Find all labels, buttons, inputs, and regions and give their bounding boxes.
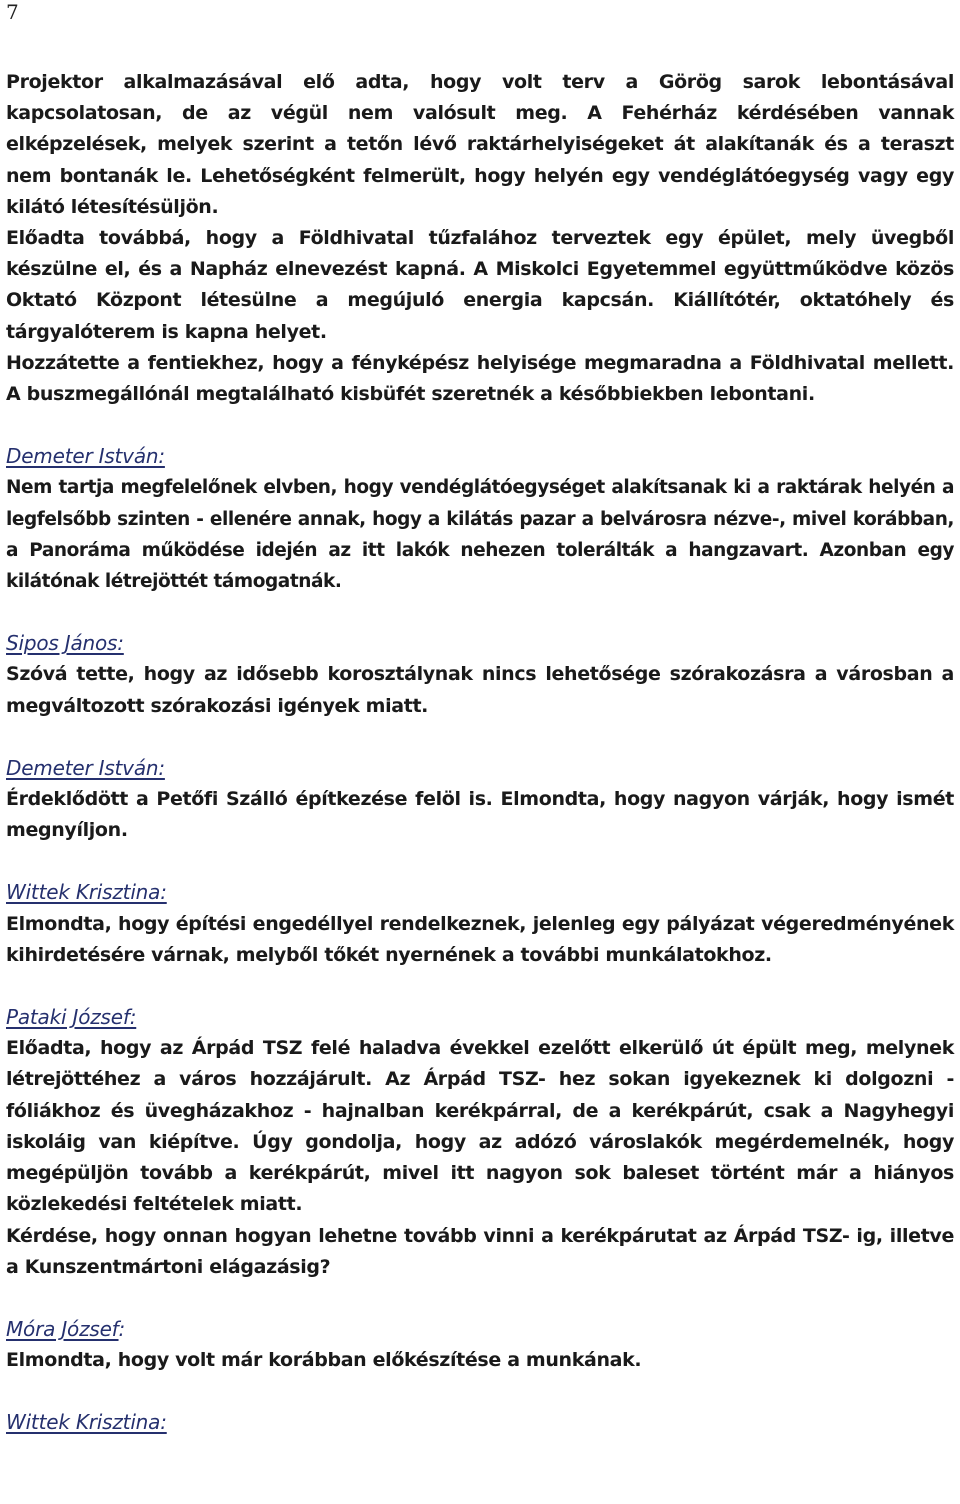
paragraph-demeter-1: Nem tartja megfelelőnek elvben, hogy vendéglátóegységet alakítsanak ki a raktárak helyén a legfelsőbb szinten - ellenére annak, hogy a kilátás pazar a belvárosra nézve-, mivel korábban, a Panoráma működése idején az itt lakók nehezen tolerálták a hangzavart. Azonban egy kilátónak létrejöttét támogatnák. xyxy=(6,477,954,593)
speaker-name-demeter-2: Demeter István: xyxy=(6,755,165,780)
spacer xyxy=(6,1376,954,1407)
spacer xyxy=(6,722,954,753)
speaker-name-wittek-2: Wittek Krisztina: xyxy=(6,1410,167,1435)
paragraph-wittek-1: Elmondta, hogy építési engedéllyel rendelkeznek, jelenleg egy pályázat végeredményének kihirdetésére várnak, melyből tőkét nyernének a további munkálatokhoz. xyxy=(6,912,954,966)
paragraph-pataki-2: Kérdése, hogy onnan hogyan lehetne tovább vinni a kerékpárutat az Árpád TSZ- ig, illetve a Kunszentmártoni elágazásig? xyxy=(6,1224,954,1278)
document-body xyxy=(6,67,954,1439)
speaker-name-mora xyxy=(6,1314,954,1345)
paragraph-fenykepesz: Hozzátette a fentiekhez, hogy a fényképész helyisége megmaradna a Földhivatal mellett. A buszmegállónál megtalálható kisbüfét szeretnék a későbbiekben lebontani. xyxy=(6,351,954,406)
paragraph-demeter-2: Érdeklődött a Petőfi Szálló építkezése felöl is. Elmondta, hogy nagyon várják, hogy ismét megnyíljon. xyxy=(6,788,954,842)
speaker-name-pataki: Pataki József: xyxy=(6,1005,137,1030)
paragraph-mora: Elmondta, hogy volt már korábban előkészítése a munkának. xyxy=(6,1349,642,1372)
paragraph-projector: Projektor alkalmazásával elő adta, hogy volt terv a Görög sarok lebontásával kapcsolatosan, de az végül nem valósult meg. A Fehérház kérdésében vannak elképzelések, melyek szerint a tetőn lévő raktárhelyiségeket át alakítanák és a teraszt nem bontanák le. Lehetőségként felmerült, hogy helyén egy vendéglátóegység vagy egy kilátó létesítésüljön. xyxy=(6,71,954,218)
spacer xyxy=(6,597,954,628)
speaker-name-wittek-1: Wittek Krisztina: xyxy=(6,880,167,905)
paragraph-sipos: Szóvá tette, hogy az idősebb korosztálynak nincs lehetősége szórakozásra a városban a megváltozott szórakozási igények miatt. xyxy=(6,663,954,717)
spacer xyxy=(6,846,954,877)
paragraph-naphaz: Előadta továbbá, hogy a Földhivatal tűzfalához terveztek egy épület, mely üvegből készülne el, és a Napház elnevezést kapná. A Miskolci Egyetemmel együttműködve közös Oktató Központ létesülne a megújuló energia kapcsán. Kiállítótér, oktatóhely és tárgyalóterem is kapna helyet. xyxy=(6,227,954,343)
speaker-name-mora-text: Móra József xyxy=(6,1316,119,1341)
spacer xyxy=(6,1283,954,1314)
speaker-name-mora-colon: : xyxy=(118,1316,126,1341)
spacer xyxy=(6,410,954,441)
spacer xyxy=(6,971,954,1002)
page-number: 7 xyxy=(6,0,19,24)
speaker-name-demeter-1: Demeter István: xyxy=(6,444,165,469)
speaker-name-sipos: Sipos János: xyxy=(6,631,124,656)
paragraph-pataki-1: Előadta, hogy az Árpád TSZ felé haladva évekkel ezelőtt elkerülő út épült meg, melynek létrejöttéhez a város hozzájárult. Az Árpád TSZ- hez sokan igyekeznek ki dolgozni - fóliákhoz és üvegházakhoz - hajnalban kerékpárral, de a kerékpárút, csak a Nagyhegyi iskoláig van kiépítve. Úgy gondolja, hogy az adózó városlakók megérdemelnék, hogy megépüljön tovább a kerékpárút, mivel itt nagyon sok baleset történt már a hiányos közlekedési feltételek miatt. xyxy=(6,1037,954,1216)
